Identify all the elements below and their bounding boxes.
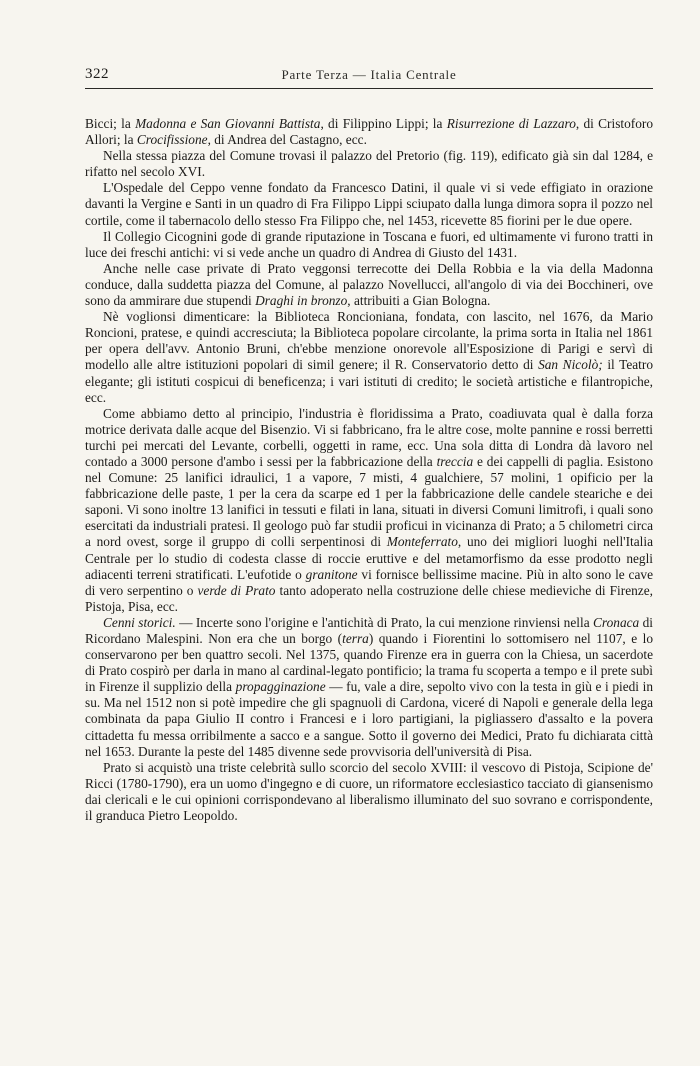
text-run: — fu, vale a dire, sepolto vivo con la testa in giù e i piedi in su. Ma nel 1512 non si potè impedire che gli spagnuoli di Cardona, viceré di Napoli e generale della lega combinata da papa Giulio II contro i Francesi e i loro partigiani, la pigliassero d'assalto e la povera cittadetta fu messa orribilmente a sacco e a sangue. Sotto il governo dei Medici, Prato fu dichiarata città nel 1653. Durante la peste del 1485 divenne sede provvisoria dell'università di Pisa. [85, 679, 653, 759]
paragraph [85, 309, 653, 406]
italic-text: granitone [305, 566, 358, 582]
running-title: Parte Terza — Italia Centrale [281, 67, 457, 82]
text-run: Come abbiamo detto al principio, l'industria è floridissima a Prato, coadiuvata qual è dalla forza motrice derivata dalle acque del Bisenzio. Vi si fabbricano, fra le altre cose, molte pannine e rossi berretti turchi pei mercati del Levante, corbelli, oggetti in rame, ecc. Una sola ditta di Londra dà lavoro nel contado a 3000 persone d'ambo i sessi per la fabbricazione della [85, 405, 653, 469]
text-run: il Teatro elegante; gli istituti cospicui di beneficenza; i vari istituti di credito; le società artistiche e filantropiche, ecc. [85, 357, 653, 405]
body-text [85, 116, 653, 824]
italic-text: Draghi in bronzo [255, 293, 348, 309]
text-run: e dei cappelli di paglia. Esistono nel Comune: 25 lanifici idraulici, 1 a vapore, 7 misti, 4 gualchiere, 57 molini, 1 opificio per la fabbricazione delle paste, 1 per la cera da scarpe ed 1 per la fabbricazione delle candele steariche e dei saponi. Vi sono inoltre 13 lanifici in tessuti e filati in lana, situati in diversi Comuni limitrofi, i quali sono esercitati da industriali pratesi. Il geologo può far studii proficui in vicinanza di Prato; a 5 chilometri circa a nord ovest, sorge il gruppo di colli serpentinosi di [85, 453, 653, 550]
italic-text: Cronaca [593, 614, 640, 630]
text-run: , uno dei migliori luoghi nell'Italia Centrale per lo studio di codesta classe di roccie eruttive e del metamorfismo da esse prodotto negli adiacenti terreni stratificati. L'eufotide o [85, 534, 653, 582]
paragraph [85, 406, 653, 615]
italic-text: verde di Prato [197, 582, 276, 598]
text-run: , di Cristoforo Allori; la [85, 116, 653, 148]
paragraph [85, 148, 653, 180]
text-run: di Ricordano Malespini. Non era che un borgo ( [85, 614, 654, 646]
paragraph [85, 116, 653, 148]
text-run: — Incerte sono l'origine e l'antichità di Prato, la cui menzione rinviensi nella [175, 614, 594, 630]
text-run: Il Collegio Cicognini gode di grande riputazione in Toscana e fuori, ed ultimamente vi furono tratti in luce dei freschi antichi: vi si vede anche un quadro di Andrea di Giusto del 1431. [85, 228, 653, 260]
paragraph [85, 229, 653, 261]
text-run: Anche nelle case private di Prato veggonsi terrecotte dei Della Robbia e la via della Madonna conduce, dalla suddetta piazza del Comune, al palazzo Novellucci, all'angolo di via dei Bocchineri, ove sono da ammirare due stupendi [85, 260, 653, 309]
text-run: , di Andrea del Castagno, ecc. [207, 132, 367, 148]
page-header [85, 66, 653, 89]
text-run: tanto adoperato nella costruzione delle chiese medieviche di Firenze, Pistoja, Pisa, ecc. [85, 582, 653, 614]
text-run: , attribuiti a Gian Bologna. [347, 293, 491, 309]
italic-text: propagginazione [235, 679, 326, 695]
paragraph [85, 261, 653, 309]
paragraph [85, 615, 653, 760]
italic-text: Cenni storici. [103, 614, 176, 630]
text-run: Nella stessa piazza del Comune trovasi il palazzo del Pretorio (fig. 119), edificato già sin dal 1284, e rifatto nel secolo XVI. [85, 148, 653, 180]
italic-text: Risurrezione di Lazzaro [446, 116, 576, 131]
text-run: L'Ospedale del Ceppo venne fondato da Francesco Datini, il quale vi si vede effigiato in orazione davanti la Vergine e Santi in un quadro di Fra Filippo Lippi sciupato dalla lunga dimora sopra il pozzo nel cortile, come il tabernacolo dello stesso Fra Filippo che, nel 1453, ricevette 85 fiorini per le due opere. [85, 180, 653, 228]
text-run: vi fornisce bellissime macine. Più in alto sono le cave di vero serpentino o [85, 566, 653, 598]
italic-text: terra [342, 631, 369, 646]
paragraph [85, 180, 653, 228]
text-run: , di Filippino Lippi; la [320, 116, 447, 131]
text-run: Bicci; la [85, 116, 136, 131]
italic-text: treccia [436, 453, 474, 469]
text-run: ) quando i Fiorentini lo sottomisero nel 1107, e lo conservarono per ben quattro secoli. Nel 1375, quando Firenze era in guerra con la Chiesa, un sacerdote di Prato cospirò per darla in mano al cardinal-legato pontificio; la trama fu scoperta a tempo e il prete subì in Firenze il supplizio della [85, 631, 653, 695]
italic-text: Madonna e San Giovanni Battista [135, 116, 321, 131]
paragraph [85, 760, 653, 824]
page-number: 322 [85, 66, 109, 82]
italic-text: Monteferrato [386, 534, 458, 550]
italic-text: Crocifissione [136, 132, 208, 148]
text-run: Prato si acquistò una triste celebrità sullo scorcio del secolo XVIII: il vescovo di Pistoja, Scipione de' Ricci (1780-1790), era un uomo d'ingegno e di cuore, un riformatore ecclesiastico tacciato di giansenismo dai clericali e le cui opinioni corrispondevano al liberalismo illuminato del suo sovrano e corrispondente, il granduca Pietro Leopoldo. [85, 759, 653, 824]
italic-text: San Nicolò; [538, 357, 603, 373]
text-run: Nè voglionsi dimenticare: la Biblioteca Roncioniana, fondata, con lascito, nel 1676, da Mario Roncioni, pratese, e quindi accresciuta; la Biblioteca popolare circolante, la prima sorta in Italia nel 1861 per opera dell'avv. Antonio Bruni, ch'ebbe menzione onorevole all'Esposizione di Parigi e servì di modello alle altre istituzioni popolari di simil genere; il R. Conservatorio detto di [85, 309, 653, 373]
